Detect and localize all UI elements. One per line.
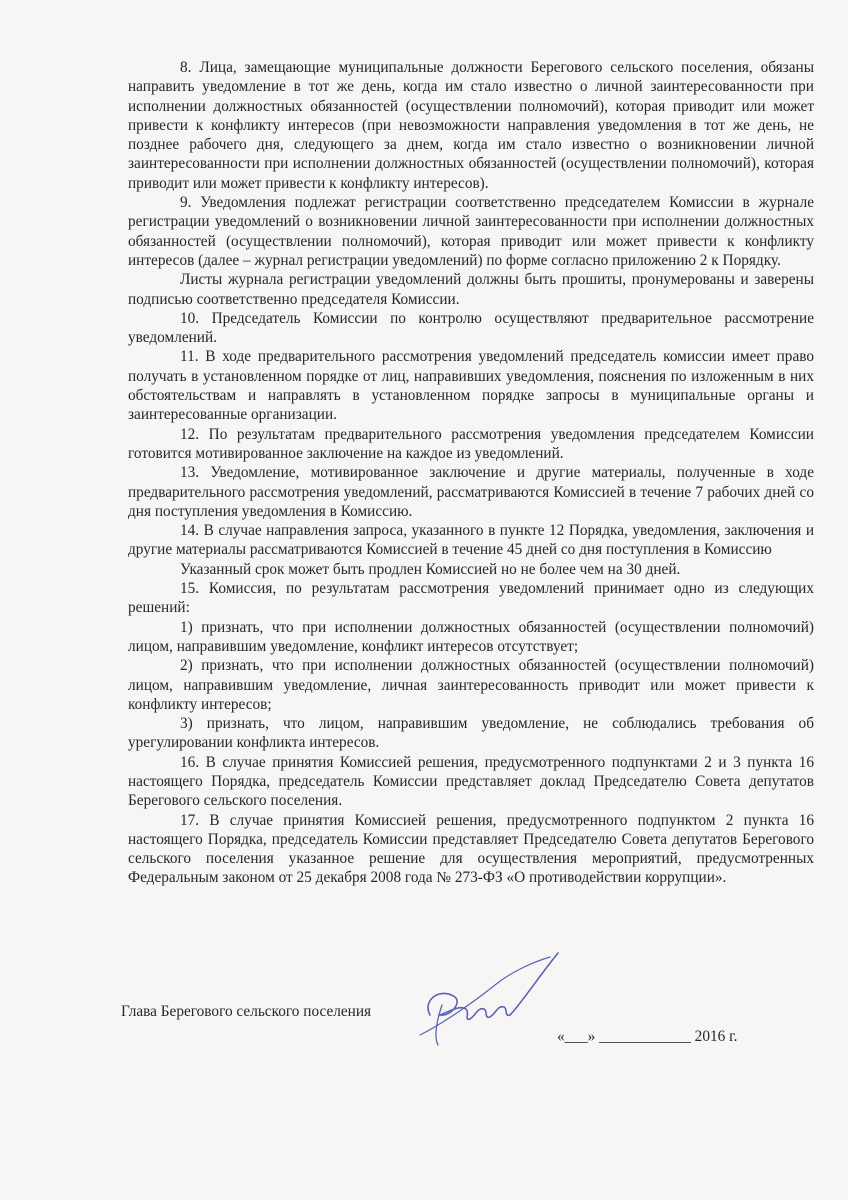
paragraph-13: 13. Уведомление, мотивированное заключение и другие материалы, полученные в ходе предварительного рассмотрения уведомлений, рассматриваются Комиссией в течение 7 рабочих дней со дня поступления уведомления в Комиссию. <box>128 464 814 520</box>
paragraph-15: 15. Комиссия, по результатам рассмотрения уведомлений принимает одно из следующих решений: <box>128 580 814 617</box>
handwritten-signature <box>400 945 570 1055</box>
paragraph-12: 12. По результатам предварительного рассмотрения уведомления председателем Комиссии готовится мотивированное заключение на каждое из уведомлений. <box>128 425 814 462</box>
paragraph-14: 14. В случае направления запроса, указанного в пункте 12 Порядка, уведомления, заключения и другие материалы рассматриваются Комиссией в течение 45 дней со дня поступления в Комиссию <box>128 522 814 559</box>
paragraph-17: 17. В случае принятия Комиссией решения, предусмотренного подпунктом 2 пункта 16 настоящего Порядка, председатель Комиссии представляет Председателю Совета депутатов Берегового сельского поселения указанное решение для осуществления мероприятий, предусмотренных Федеральным законом от 25 декабря 2008 года № 273-ФЗ «О противодействии коррупции». <box>128 811 814 887</box>
signature-date-line: «___» ____________ 2016 г. <box>557 1028 738 1045</box>
paragraph-15-option-3: 3) признать, что лицом, направившим уведомление, не соблюдались требования об урегулировании конфликта интересов. <box>128 715 814 752</box>
paragraph-11: 11. В ходе предварительного рассмотрения уведомлений председатель комиссии имеет право получать в установленном порядке от лиц, направивших уведомления, пояснения по изложенным в них обстоятельствам и направлять в установленном порядке запросы в муниципальные органы и заинтересованные организации. <box>128 348 814 424</box>
paragraph-14-term-note: Указанный срок может быть продлен Комиссией но не более чем на 30 дней. <box>180 560 681 578</box>
paragraph-9: 9. Уведомления подлежат регистрации соответственно председателем Комиссии в журнале регистрации уведомлений о возникновении личной заинтересованности при исполнении должностных обязанностей (осуществлении полномочий), которая приводит или может привести к конфликту интересов (далее – журнал регистрации уведомлений) по форме согласно приложению 2 к Порядку. <box>128 194 814 269</box>
paragraph-10: 10. Председатель Комиссии по контролю осуществляют предварительное рассмотрение уведомлений. <box>128 309 814 347</box>
paragraph-8: 8. Лица, замещающие муниципальные должности Берегового сельского поселения, обязаны направить уведомление в тот же день, когда им стало известно о личной заинтересованности при исполнении должностных обязанностей (осуществлении полномочий), которая приводит или может привести к конфликту интересов (при невозможности направления уведомления в тот же день, не позднее рабочего дня, следующего за днем, когда им стало известно о возникновении личной заинтересованности при исполнении должностных обязанностей (осуществлении полномочий), которая приводит или может привести к конфликту интересов). <box>128 59 814 192</box>
paragraph-15-option-1: 1) признать, что при исполнении должностных обязанностей (осуществлении полномочий) лицом, направившим уведомление, конфликт интересов отсутствует; <box>128 618 814 655</box>
paragraph-9-journal-note: Листы журнала регистрации уведомлений должны быть прошиты, пронумерованы и заверены подписью соответственно председателя Комиссии. <box>128 271 814 308</box>
paragraph-15-option-2: 2) признать, что при исполнении должностных обязанностей (осуществлении полномочий) лицом, направившим уведомление, личная заинтересованность приводит или может привести к конфликту интересов; <box>128 657 814 713</box>
signature-label: Глава Берегового сельского поселения <box>121 1003 372 1020</box>
document-body <box>128 58 814 888</box>
paragraph-16: 16. В случае принятия Комиссией решения, предусмотренного подпунктами 2 и 3 пункта 16 настоящего Порядка, председатель Комиссии представляет доклад Председателю Совета депутатов Берегового сельского поселения. <box>128 753 814 810</box>
